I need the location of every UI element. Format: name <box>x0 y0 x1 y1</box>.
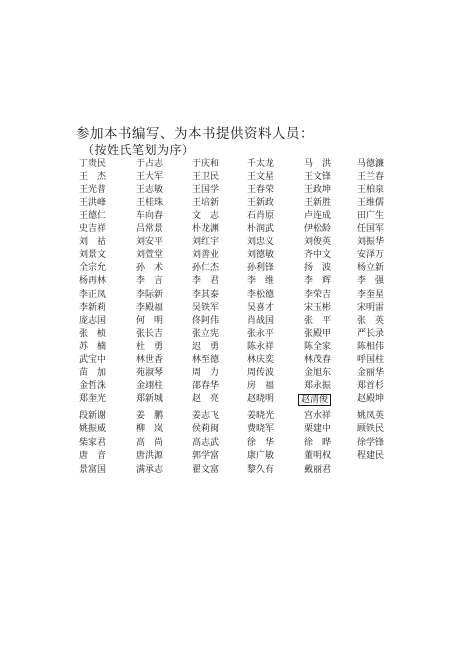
contributor-name: 李殿福 <box>136 302 164 313</box>
contributor-name: 杜 勇 <box>136 341 164 352</box>
contributor-name: 武宝中 <box>79 354 107 365</box>
contributor-name: 柴家君 <box>79 437 107 448</box>
contributor-name: 李 言 <box>136 276 164 287</box>
contributor-name: 扬 波 <box>304 263 332 274</box>
contributor-name: 郑奎光 <box>79 393 107 404</box>
contributor-name: 高 尚 <box>136 437 164 448</box>
contributor-name: 文 志 <box>192 211 220 222</box>
contributor-name: 林茂春 <box>304 354 332 365</box>
contributor-name: 朴润武 <box>247 224 275 235</box>
contributor-name: 刘俊英 <box>304 237 332 248</box>
contributor-name: 徐 晔 <box>304 437 332 448</box>
contributor-name: 郑永振 <box>304 380 332 391</box>
contributor-name: 张 桢 <box>79 328 107 339</box>
contributor-name: 王德仁 <box>79 211 107 222</box>
contributor-name: 王新政 <box>247 198 275 209</box>
contributor-name: 齐中文 <box>304 250 332 261</box>
contributor-name: 卢连成 <box>304 211 332 222</box>
contributor-name: 顾铁民 <box>357 424 385 435</box>
contributor-name: 李 强 <box>357 276 385 287</box>
contributor-name: 任国军 <box>357 224 385 235</box>
contributor-name: 张长吉 <box>136 328 164 339</box>
contributor-name: 张永平 <box>247 328 275 339</box>
contributor-name: 刘忠义 <box>247 237 275 248</box>
contributor-name: 呼国柱 <box>357 354 385 365</box>
contributor-name: 姜志飞 <box>192 411 220 421</box>
contributor-name: 孙利锋 <box>247 263 275 274</box>
contributor-name: 刘 祜 <box>79 237 107 248</box>
contributor-name: 宋玉彬 <box>304 302 332 313</box>
contributor-name: 张 英 <box>357 315 385 326</box>
contributor-name: 张 平 <box>304 315 332 326</box>
contributor-name: 林世香 <box>136 354 164 365</box>
contributor-name: 王桂珠 <box>136 198 164 209</box>
contributor-name: 宋明雷 <box>357 302 385 313</box>
contributor-name: 苑淑琴 <box>136 367 164 378</box>
contributor-name: 唐洪源 <box>136 451 164 462</box>
contributor-name: 孙仁杰 <box>192 263 220 274</box>
contributor-name: 侯莉闽 <box>192 424 220 435</box>
contributor-name: 杨再林 <box>79 276 107 287</box>
contributor-name: 刘德敏 <box>247 250 275 261</box>
contributor-name: 刘景文 <box>79 250 107 261</box>
contributor-name: 苗 加 <box>79 367 107 378</box>
contributor-name: 李其泰 <box>192 289 220 300</box>
contributor-name: 李新莉 <box>79 302 107 313</box>
contributor-name: 王大军 <box>136 172 164 183</box>
contributor-name: 李 君 <box>192 276 220 287</box>
contributor-name: 吕常景 <box>136 224 164 235</box>
contributor-name: 王 杰 <box>79 172 107 183</box>
contributor-name: 吴喜才 <box>247 302 275 313</box>
contributor-name: 王国学 <box>192 185 220 196</box>
contributor-name: 李荣吉 <box>304 289 332 300</box>
contributor-name: 苏 楠 <box>79 341 107 352</box>
contributor-name: 安泽万 <box>357 250 385 261</box>
contributor-name: 刘红宇 <box>192 237 220 248</box>
contributor-name: 赵晓明 <box>247 393 275 404</box>
contributor-name: 周传波 <box>247 367 275 378</box>
contributor-name: 姚凤英 <box>357 411 385 421</box>
contributor-name: 金丽华 <box>357 367 385 378</box>
contributor-name: 姚振威 <box>79 424 107 435</box>
contributor-name: 李松德 <box>247 289 275 300</box>
contributor-name: 戴丽君 <box>304 464 332 475</box>
contributor-name: 王志敏 <box>136 185 164 196</box>
contributor-name: 刘萱堂 <box>136 250 164 261</box>
contributor-name: 孙 术 <box>136 263 164 274</box>
contributor-name: 王文星 <box>247 172 275 183</box>
contributor-name: 陈永祥 <box>247 341 275 352</box>
contributor-name: 王新胜 <box>304 198 332 209</box>
contributor-name: 王卫民 <box>192 172 220 183</box>
contributor-name: 金哲洙 <box>79 380 107 391</box>
contributor-name: 陈全家 <box>304 341 332 352</box>
contributor-name: 车向春 <box>136 211 164 222</box>
contributor-name: 程建民 <box>357 451 385 462</box>
contributor-name: 李正凤 <box>79 289 107 300</box>
contributor-name: 田广生 <box>357 211 385 222</box>
contributor-name: 黎久有 <box>247 464 275 475</box>
contributor-name: 严长录 <box>357 328 385 339</box>
contributor-name: 周 力 <box>192 367 220 378</box>
contributor-name: 吴铁军 <box>192 302 220 313</box>
contributor-name: 徐学锋 <box>357 437 385 448</box>
contributor-name: 刘善业 <box>192 250 220 261</box>
contributor-name: 王柏泉 <box>357 185 385 196</box>
contributor-name: 肖战国 <box>247 315 275 326</box>
contributor-name: 于庆和 <box>192 159 220 169</box>
contributor-name: 林至德 <box>192 354 220 365</box>
contributor-name: 郑新城 <box>136 393 164 404</box>
contributor-name: 千太龙 <box>247 159 275 169</box>
contributor-name: 姜 鹏 <box>136 411 164 421</box>
contributor-name: 石肖原 <box>247 211 275 222</box>
contributor-name: 张立宪 <box>192 328 220 339</box>
contributor-name: 邵春华 <box>192 380 220 391</box>
contributor-name: 王培新 <box>192 198 220 209</box>
contributor-name: 林庆奕 <box>247 354 275 365</box>
contributor-name: 李 辉 <box>304 276 332 287</box>
contributor-name: 房 福 <box>247 380 275 391</box>
contributor-name: 金翊柱 <box>136 380 164 391</box>
contributor-name: 李 维 <box>247 276 275 287</box>
contributor-name: 姜晓光 <box>247 411 275 421</box>
contributor-name: 满承志 <box>136 464 164 475</box>
contributor-name: 王政坤 <box>304 185 332 196</box>
contributor-name: 王维儒 <box>357 198 385 209</box>
contributor-name: 刘振华 <box>357 237 385 248</box>
contributor-name-boxed: 赵清俊 <box>298 394 331 406</box>
contributor-name: 柳 岚 <box>136 424 164 435</box>
contributor-name: 佟阿伟 <box>192 315 220 326</box>
contributor-name: 马 洪 <box>304 159 332 169</box>
contributor-name: 王光普 <box>79 185 107 196</box>
contributor-name: 全宗允 <box>79 263 107 274</box>
contributor-name: 庞志国 <box>79 315 107 326</box>
contributor-name: 费晓军 <box>247 424 275 435</box>
contributor-name: 陈相伟 <box>357 341 385 352</box>
contributor-name: 景富国 <box>79 464 107 475</box>
contributor-name: 丁贵民 <box>79 159 107 169</box>
contributor-name: 金旭东 <box>304 367 332 378</box>
contributor-name: 王春荣 <box>247 185 275 196</box>
contributor-name: 段新谢 <box>79 411 107 421</box>
contributor-name: 于占志 <box>136 159 164 169</box>
contributor-name: 高志武 <box>192 437 220 448</box>
contributor-name: 何 明 <box>136 315 164 326</box>
contributor-name: 王兰春 <box>357 172 385 183</box>
contributor-name: 王洪峰 <box>79 198 107 209</box>
document-title: 参加本书编写、为本书提供资料人员： <box>76 126 314 142</box>
contributor-name: 翟文富 <box>192 464 220 475</box>
contributor-name: 李奎星 <box>357 289 385 300</box>
contributor-name: 迟 勇 <box>192 341 220 352</box>
contributor-name: 郑首杉 <box>357 380 385 391</box>
contributor-name: 赵 亮 <box>192 393 220 404</box>
contributor-name: 杨立新 <box>357 263 385 274</box>
contributor-name: 郭学富 <box>192 451 220 462</box>
contributor-name: 宫水祥 <box>304 411 332 421</box>
contributor-name: 朴龙渊 <box>192 224 220 235</box>
contributor-name: 伊松龄 <box>304 224 332 235</box>
contributor-name: 徐 华 <box>247 437 275 448</box>
contributor-name: 栗建中 <box>304 424 332 435</box>
contributor-name: 董明权 <box>304 451 332 462</box>
contributor-name: 唐 音 <box>79 451 107 462</box>
contributor-name: 刘安平 <box>136 237 164 248</box>
contributor-name: 马德濂 <box>357 159 385 169</box>
contributor-name: 张殿甲 <box>304 328 332 339</box>
contributor-name: 赵殿坤 <box>357 393 385 404</box>
contributor-name: 李际新 <box>136 289 164 300</box>
contributor-name: 王文锋 <box>304 172 332 183</box>
contributor-name: 史吉祥 <box>79 224 107 235</box>
contributor-name: 康广敏 <box>247 451 275 462</box>
document-subtitle: （按姓氏笔划为序） <box>82 143 195 157</box>
